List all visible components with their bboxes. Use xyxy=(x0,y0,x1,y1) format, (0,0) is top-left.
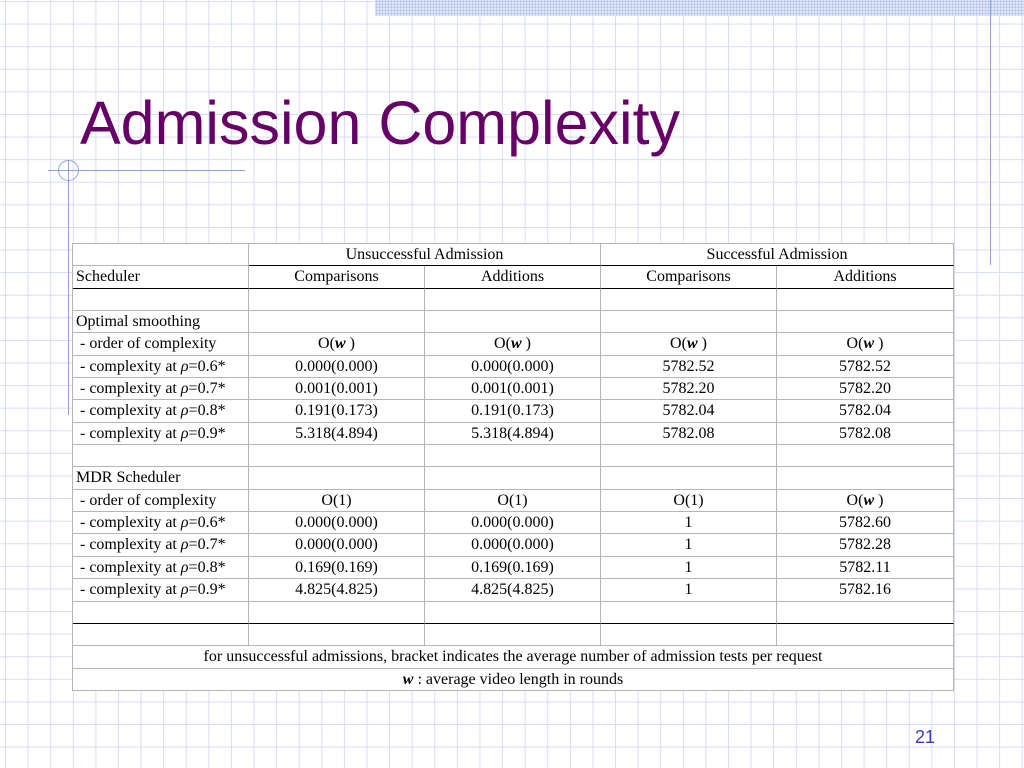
rho-symbol: ρ xyxy=(180,380,189,398)
empty-cell xyxy=(777,467,954,489)
table-cell: O(1) xyxy=(425,490,601,512)
complexity-prefix: O( xyxy=(846,491,864,509)
table-cell xyxy=(249,333,425,355)
cell-text: - complexity at xyxy=(80,380,181,398)
empty-cell xyxy=(425,445,601,467)
rho-value: =0.7* xyxy=(188,380,226,398)
empty-cell xyxy=(249,624,425,646)
table-cell: 0.000(0.000) xyxy=(425,512,601,534)
complexity-prefix: O( xyxy=(318,335,335,353)
table-cell: 0.000(0.000) xyxy=(249,356,425,378)
rho-value: =0.9* xyxy=(188,424,226,442)
table-cell: 5782.08 xyxy=(601,423,777,445)
empty-cell xyxy=(601,624,777,646)
table-cell: 0.191(0.173) xyxy=(425,400,601,422)
section-title: Optimal smoothing xyxy=(73,311,249,333)
rho-symbol: ρ xyxy=(180,357,189,375)
empty-cell xyxy=(777,445,954,467)
table-cell: 0.000(0.000) xyxy=(425,356,601,378)
empty-cell xyxy=(425,467,601,489)
rho-symbol: ρ xyxy=(180,536,189,554)
table-cell: 5.318(4.894) xyxy=(249,423,425,445)
rho-symbol: ρ xyxy=(180,514,189,532)
table-cell: 5782.04 xyxy=(601,400,777,422)
row-label xyxy=(73,333,249,355)
table-cell: 0.000(0.000) xyxy=(249,512,425,534)
empty-cell xyxy=(777,289,954,311)
cell-text: - complexity at xyxy=(80,581,181,599)
complexity-prefix: O( xyxy=(846,335,864,353)
row-label xyxy=(73,579,249,601)
empty-cell xyxy=(73,624,249,646)
empty-cell xyxy=(601,467,777,489)
table-cell: 5.318(4.894) xyxy=(425,423,601,445)
empty-cell xyxy=(601,311,777,333)
row-label xyxy=(73,378,249,400)
empty-cell xyxy=(249,467,425,489)
complexity-suffix: ) xyxy=(521,335,531,353)
rho-value: =0.8* xyxy=(188,558,226,576)
accent-vertical-line xyxy=(68,160,69,415)
table-cell: 5782.11 xyxy=(777,557,954,579)
table-cell: 0.000(0.000) xyxy=(425,534,601,556)
table-cell xyxy=(777,333,954,355)
table-cell: 0.169(0.169) xyxy=(249,557,425,579)
column-header: Comparisons xyxy=(249,266,425,288)
table-cell: 5782.08 xyxy=(777,423,954,445)
row-label xyxy=(73,512,249,534)
rho-symbol: ρ xyxy=(180,424,189,442)
table-cell: 1 xyxy=(601,534,777,556)
empty-cell xyxy=(249,311,425,333)
complexity-suffix: ) xyxy=(697,335,707,353)
section-title: MDR Scheduler xyxy=(73,467,249,489)
empty-cell xyxy=(249,602,425,624)
table-cell: 0.191(0.173) xyxy=(249,400,425,422)
table-cell: 1 xyxy=(601,557,777,579)
empty-cell xyxy=(73,244,249,266)
empty-cell xyxy=(73,445,249,467)
complexity-suffix: ) xyxy=(345,335,355,353)
cell-text: : average video length in rounds xyxy=(413,670,624,688)
table-cell: 1 xyxy=(601,579,777,601)
empty-cell xyxy=(425,624,601,646)
row-label xyxy=(73,400,249,422)
empty-cell xyxy=(777,311,954,333)
cell-text: for unsuccessful admissions, bracket indicates the average number of admission tests per request xyxy=(203,648,823,666)
w-variable: w xyxy=(863,491,875,509)
slide-title: Admission Complexity xyxy=(80,89,681,157)
table-cell: 5782.60 xyxy=(777,512,954,534)
table-cell: 0.001(0.001) xyxy=(425,378,601,400)
table-cell: O(1) xyxy=(601,490,777,512)
complexity-table xyxy=(72,243,954,691)
w-variable: w xyxy=(510,335,522,353)
table-cell: 5782.28 xyxy=(777,534,954,556)
column-header: Scheduler xyxy=(73,266,249,288)
empty-cell xyxy=(425,311,601,333)
table-cell xyxy=(777,490,954,512)
rho-value: =0.7* xyxy=(188,536,226,554)
slide-number: 21 xyxy=(915,727,936,747)
table-cell: 5782.52 xyxy=(777,356,954,378)
rho-value: =0.8* xyxy=(188,402,226,420)
table-cell: 4.825(4.825) xyxy=(249,579,425,601)
complexity-suffix: ) xyxy=(874,491,884,509)
group-header: Unsuccessful Admission xyxy=(249,244,601,266)
complexity-suffix: ) xyxy=(874,335,884,353)
row-label xyxy=(73,356,249,378)
cell-text: - complexity at xyxy=(80,558,181,576)
table-cell: 5782.52 xyxy=(601,356,777,378)
w-variable: w xyxy=(863,335,875,353)
w-variable: w xyxy=(334,335,346,353)
table-cell: 0.000(0.000) xyxy=(249,534,425,556)
row-label xyxy=(73,423,249,445)
rho-value: =0.6* xyxy=(188,514,226,532)
empty-cell xyxy=(601,445,777,467)
accent-vertical-line xyxy=(990,0,991,265)
row-label xyxy=(73,534,249,556)
table-cell: O(1) xyxy=(249,490,425,512)
rho-value: =0.6* xyxy=(188,357,226,375)
row-label xyxy=(73,490,249,512)
empty-cell xyxy=(73,602,249,624)
empty-cell xyxy=(777,624,954,646)
empty-cell xyxy=(777,602,954,624)
top-pattern-band xyxy=(375,0,1024,16)
rho-symbol: ρ xyxy=(180,581,189,599)
crosshair-ring-icon xyxy=(58,160,79,181)
rho-value: =0.9* xyxy=(188,581,226,599)
empty-cell xyxy=(601,602,777,624)
footnote xyxy=(73,669,954,691)
empty-cell xyxy=(249,289,425,311)
rho-symbol: ρ xyxy=(180,558,189,576)
table-cell: 5782.04 xyxy=(777,400,954,422)
table-cell: 5782.20 xyxy=(777,378,954,400)
column-header: Additions xyxy=(425,266,601,288)
table-cell: 0.169(0.169) xyxy=(425,557,601,579)
w-variable: w xyxy=(686,335,698,353)
empty-cell xyxy=(425,289,601,311)
table-cell: 5782.16 xyxy=(777,579,954,601)
table-cell: 5782.20 xyxy=(601,378,777,400)
group-header: Successful Admission xyxy=(601,244,954,266)
table-cell xyxy=(601,333,777,355)
column-header: Comparisons xyxy=(601,266,777,288)
rho-symbol: ρ xyxy=(180,402,189,420)
cell-text: - complexity at xyxy=(80,536,181,554)
complexity-prefix: O( xyxy=(670,335,687,353)
cell-text: - order of complexity xyxy=(80,491,217,509)
w-variable: w xyxy=(402,670,414,688)
cell-text: - complexity at xyxy=(80,357,181,375)
cell-text: - complexity at xyxy=(80,402,181,420)
empty-cell xyxy=(601,289,777,311)
cell-text: - complexity at xyxy=(80,514,181,532)
empty-cell xyxy=(249,445,425,467)
empty-cell xyxy=(425,602,601,624)
cell-text: - complexity at xyxy=(80,424,181,442)
row-label xyxy=(73,557,249,579)
table-cell: 4.825(4.825) xyxy=(425,579,601,601)
cell-text: - order of complexity xyxy=(80,335,217,353)
footnote xyxy=(73,646,954,668)
table-cell: 1 xyxy=(601,512,777,534)
table-cell xyxy=(425,333,601,355)
table-cell: 0.001(0.001) xyxy=(249,378,425,400)
complexity-prefix: O( xyxy=(494,335,511,353)
column-header: Additions xyxy=(777,266,954,288)
empty-cell xyxy=(73,289,249,311)
